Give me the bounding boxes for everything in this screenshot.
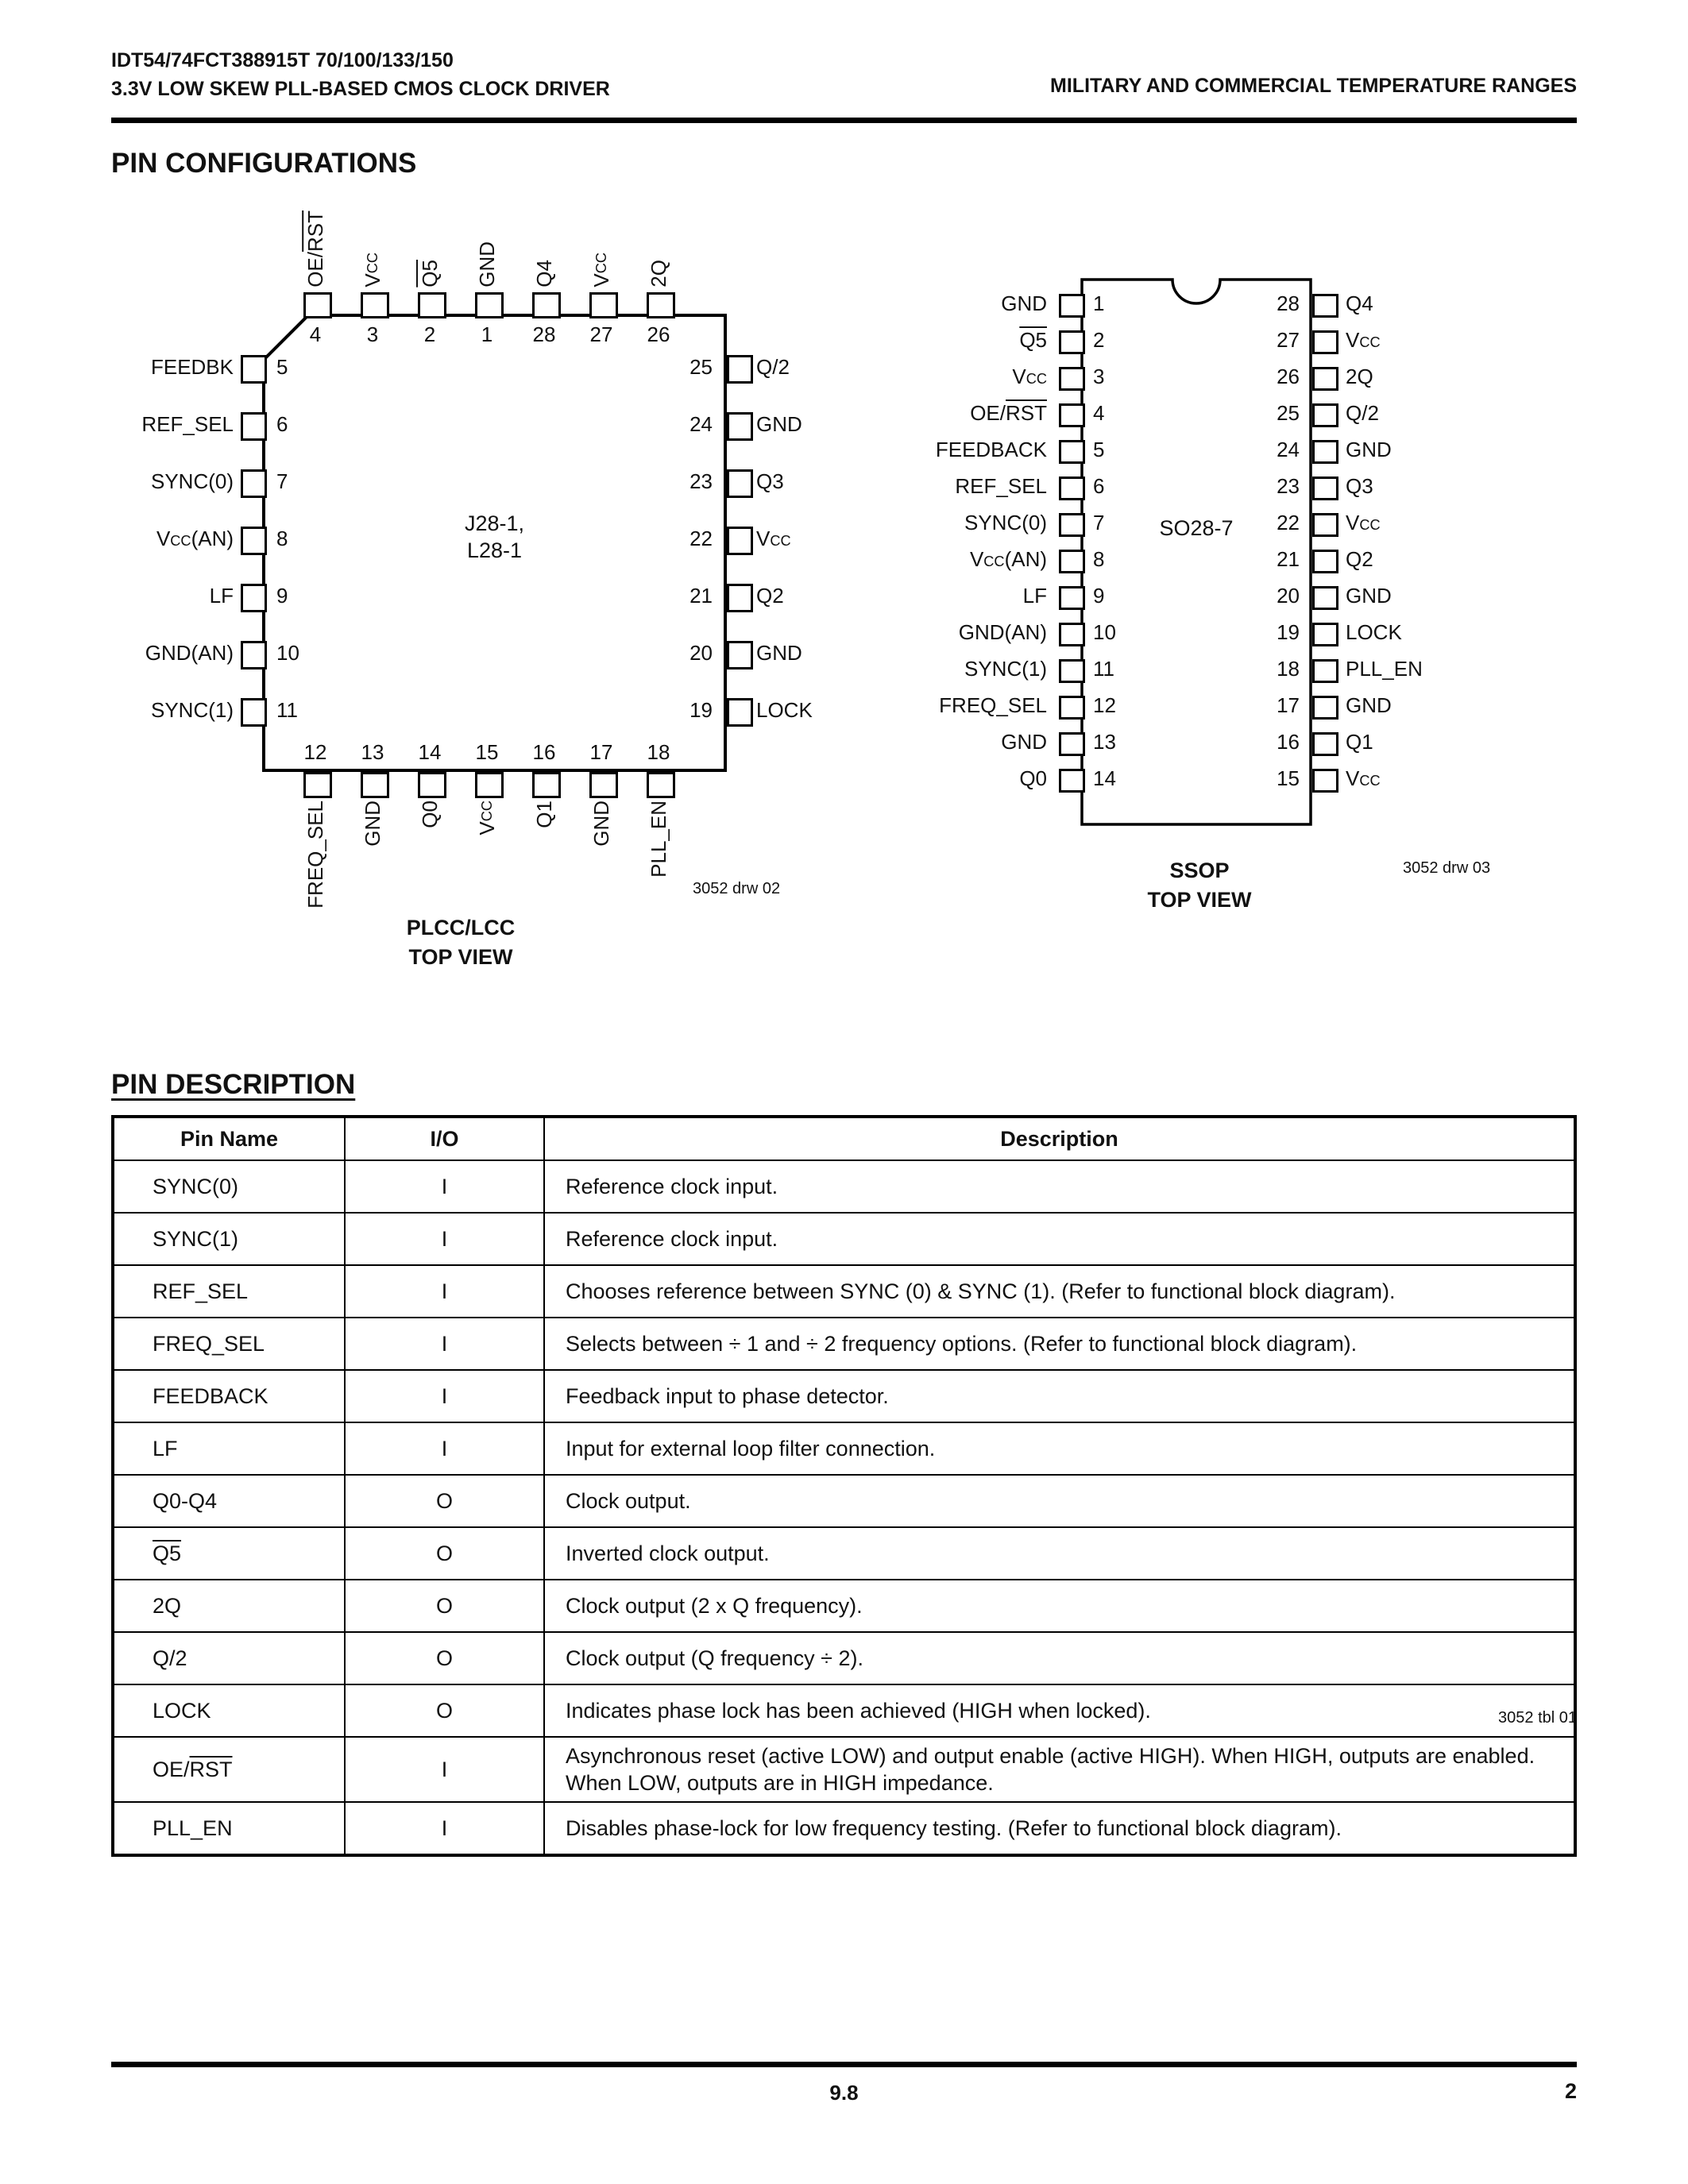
pin-stub [1059, 732, 1085, 756]
pin-io-cell: O [345, 1527, 544, 1580]
pin-label: FREQ_SEL [303, 801, 327, 909]
pin-io-cell: I [345, 1265, 544, 1318]
pin-stub [1312, 403, 1338, 427]
pin-label: Q0 [1019, 766, 1047, 790]
pin-stub [1059, 477, 1085, 500]
ssop-part-code: SO28-7 [1159, 516, 1234, 540]
pin-label: Q4 [1346, 291, 1373, 315]
pin-number: 23 [689, 469, 713, 493]
pin-io-cell: O [345, 1580, 544, 1632]
pin-stub [475, 772, 504, 798]
plcc-part-code-line1: J28-1, [464, 511, 525, 535]
pin-stub [727, 355, 753, 384]
pin-stub [1312, 513, 1338, 537]
pin-stub [1059, 367, 1085, 391]
pin-io-cell: I [345, 1737, 544, 1802]
pin-number: 24 [689, 412, 713, 436]
pin-number: 7 [276, 469, 288, 493]
pin-description-cell: Input for external loop filter connection. [544, 1422, 1575, 1475]
pin-label: GND [589, 801, 613, 847]
pin-label: GND [756, 641, 802, 665]
pin-number: 16 [1277, 730, 1300, 754]
pin-stub [241, 698, 267, 727]
pin-stub [241, 584, 267, 612]
pin-number: 5 [276, 355, 288, 379]
pin-stub [1312, 586, 1338, 610]
pin-number: 6 [276, 412, 288, 436]
pin-label: Q0 [418, 801, 442, 828]
pin-stub [241, 469, 267, 498]
pin-label: Q4 [532, 260, 556, 287]
pin-label: Q5 [418, 260, 442, 287]
pin-number: 26 [647, 322, 670, 346]
pin-label: REF_SEL [955, 474, 1047, 498]
pin-description-cell: Indicates phase lock has been achieved (HIGH when locked). [544, 1684, 1575, 1737]
plcc-part-code-line2: L28-1 [466, 538, 523, 562]
pin-number: 28 [532, 322, 556, 346]
header-rule [111, 118, 1577, 123]
pin-label: GND(AN) [145, 641, 234, 665]
pin-stub [361, 772, 389, 798]
pin-label: 2Q [1346, 365, 1373, 388]
pin-stub [1059, 769, 1085, 793]
pin-label: Q3 [756, 469, 784, 493]
pin-number: 14 [1093, 766, 1116, 790]
pin-label: OE/RST [303, 210, 327, 287]
ssop-caption [1100, 856, 1299, 915]
pin-stub [418, 292, 446, 318]
pin-number: 18 [1277, 657, 1300, 681]
pin-label: GND [1346, 438, 1392, 461]
pin-stub [1312, 623, 1338, 646]
pin-stub [1312, 477, 1338, 500]
pin-number: 5 [1093, 438, 1105, 461]
pin-label: FREQ_SEL [939, 693, 1047, 717]
pin-stub [1312, 440, 1338, 464]
pin-io-cell: I [345, 1160, 544, 1213]
pin-stub [589, 772, 618, 798]
pin-stub [1059, 440, 1085, 464]
pin-io-cell: O [345, 1475, 544, 1527]
pin-name-cell: LOCK [113, 1684, 345, 1737]
section-title-pin-description: PIN DESCRIPTION [111, 1069, 356, 1100]
pin-stub [1059, 586, 1085, 610]
pin-number: 19 [689, 698, 713, 722]
pin-number: 15 [475, 740, 499, 764]
pin-label: Q/2 [756, 355, 790, 379]
pin-number: 22 [689, 527, 713, 550]
pin-table-body [113, 1160, 1575, 1855]
table-row [113, 1580, 1575, 1632]
footer-rule [111, 2062, 1577, 2067]
pin-number: 24 [1277, 438, 1300, 461]
pin-label: LF [1022, 584, 1047, 608]
ssop-drawing-ref: 3052 drw 03 [1403, 859, 1491, 877]
plcc-package-name: PLCC/LCC [406, 916, 516, 940]
pin-number: 25 [1277, 401, 1300, 425]
pin-label: PLL_EN [647, 801, 670, 878]
plcc-drawing-ref: 3052 drw 02 [693, 880, 781, 897]
pin-label: LF [209, 584, 234, 608]
pin-number: 3 [1093, 365, 1105, 388]
table-row [113, 1265, 1575, 1318]
pin-label: GND [361, 801, 384, 847]
pin-number: 26 [1277, 365, 1300, 388]
pin-number: 27 [589, 322, 613, 346]
pin-number: 27 [1277, 328, 1300, 352]
pin-label: Q/2 [1346, 401, 1379, 425]
footer-page-number: 2 [1564, 2079, 1577, 2103]
pin-number: 2 [423, 322, 436, 346]
pin-name-cell: FREQ_SEL [113, 1318, 345, 1370]
pin-number: 8 [276, 527, 288, 550]
pin-name-cell: PLL_EN [113, 1802, 345, 1855]
pin-stub [241, 527, 267, 555]
pin-stub [241, 641, 267, 669]
pin-stub [532, 772, 561, 798]
pin-description-cell: Feedback input to phase detector. [544, 1370, 1575, 1422]
pin-label: SYNC(0) [964, 511, 1047, 534]
plcc-part-codes [361, 510, 628, 564]
pin-number: 1 [481, 322, 493, 346]
pin-name-cell: REF_SEL [113, 1265, 345, 1318]
pin-number: 25 [689, 355, 713, 379]
pin-label: LOCK [1346, 620, 1402, 644]
pin-number: 4 [1093, 401, 1105, 425]
pin-label: GND(AN) [958, 620, 1047, 644]
pin-description-cell: Chooses reference between SYNC (0) & SYNC (1). (Refer to functional block diagram). [544, 1265, 1575, 1318]
pin-io-cell: I [345, 1422, 544, 1475]
pin-label: SYNC(1) [150, 698, 234, 722]
table-row [113, 1370, 1575, 1422]
pin-label: $OE/\overline{RST}$ [970, 401, 1047, 425]
pin-label: GND [1001, 291, 1047, 315]
pin-io-cell: O [345, 1684, 544, 1737]
doc-subtitle: 3.3V LOW SKEW PLL-BASED CMOS CLOCK DRIVER [111, 78, 610, 100]
pin-stub [1059, 696, 1085, 720]
pin-stub [303, 772, 332, 798]
pin-stub [647, 772, 675, 798]
pin-label: VCC(AN) [156, 527, 234, 550]
pin-stub [589, 292, 618, 318]
pin-label: PLL_EN [1346, 657, 1423, 681]
plcc-caption [334, 913, 588, 972]
pin-number: 18 [647, 740, 670, 764]
pin-description-cell: Clock output. [544, 1475, 1575, 1527]
pin-stub [361, 292, 389, 318]
pin-number: 21 [1277, 547, 1300, 571]
pin-label: VCC [1346, 766, 1381, 790]
pin-number: 28 [1277, 291, 1300, 315]
pin-number: 11 [1093, 657, 1114, 681]
pin-name-cell: 2Q [113, 1580, 345, 1632]
pin-name-cell: Q5 [113, 1527, 345, 1580]
pin-number: 11 [276, 698, 298, 722]
pin-stub [1059, 330, 1085, 354]
pin-stub [532, 292, 561, 318]
pin-stub [1312, 732, 1338, 756]
pin-description-cell: Reference clock input. [544, 1213, 1575, 1265]
pin-number: 10 [276, 641, 299, 665]
pin-description-table [111, 1115, 1577, 1857]
pin-stub [727, 641, 753, 669]
pin-label: GND [1001, 730, 1047, 754]
pin-number: 17 [1277, 693, 1300, 717]
table-row [113, 1737, 1575, 1802]
pin-stub [1312, 367, 1338, 391]
pin-label: 2Q [647, 260, 670, 287]
table-row [113, 1527, 1575, 1580]
pin-number: 10 [1093, 620, 1116, 644]
pin-number: 3 [366, 322, 379, 346]
pin-name-cell: $OE/\overline{RST}$ [113, 1737, 345, 1802]
pin-label: LOCK [756, 698, 813, 722]
pin-label: SYNC(0) [150, 469, 234, 493]
pin-label: Q5 [1019, 328, 1047, 352]
pin-description-cell: Clock output (Q frequency ÷ 2). [544, 1632, 1575, 1684]
col-header-pin-name: Pin Name [113, 1117, 345, 1160]
pin-stub [1059, 623, 1085, 646]
pin-number: 1 [1093, 291, 1105, 315]
pin-stub [303, 292, 332, 318]
pin-io-cell: I [345, 1318, 544, 1370]
pin-io-cell: O [345, 1632, 544, 1684]
ssop-package-name: SSOP [1169, 859, 1230, 882]
col-header-description: Description [544, 1117, 1575, 1160]
pin-name-cell: Q/2 [113, 1632, 345, 1684]
pin-stub [241, 355, 267, 384]
pin-stub [1312, 696, 1338, 720]
pin-description-cell: Reference clock input. [544, 1160, 1575, 1213]
pin-stub [1312, 550, 1338, 573]
pin-number: 15 [1277, 766, 1300, 790]
pin-stub [1059, 659, 1085, 683]
pin-label: Q1 [1346, 730, 1373, 754]
pin-stub [727, 469, 753, 498]
pin-number: 23 [1277, 474, 1300, 498]
pin-label: Q1 [532, 801, 556, 828]
pin-stub [647, 292, 675, 318]
pin-number: 12 [303, 740, 327, 764]
doc-header [111, 46, 610, 103]
table-row [113, 1632, 1575, 1684]
pin-stub [1312, 769, 1338, 793]
pin-number: 9 [276, 584, 288, 608]
pin-stub [727, 698, 753, 727]
pin-number: 2 [1093, 328, 1105, 352]
pin-label: VCC [1346, 511, 1381, 534]
pin-description-cell: Asynchronous reset (active LOW) and output enable (active HIGH). When HIGH, outputs are enabled. When LOW, outputs are in HIGH impedance. [544, 1737, 1575, 1802]
pin-label: VCC [475, 801, 499, 835]
pin-stub [727, 527, 753, 555]
pin-stub [727, 412, 753, 441]
pin-label: VCC [589, 253, 613, 287]
pin-label: VCC [1346, 328, 1381, 352]
pin-label: VCC [756, 527, 791, 550]
pin-number: 12 [1093, 693, 1116, 717]
pin-io-cell: I [345, 1802, 544, 1855]
pin-label: REF_SEL [141, 412, 234, 436]
pin-label: GND [1346, 584, 1392, 608]
pin-label: SYNC(1) [964, 657, 1047, 681]
table-row [113, 1318, 1575, 1370]
pin-number: 13 [1093, 730, 1116, 754]
pin-name-cell: SYNC(1) [113, 1213, 345, 1265]
pin-number: 9 [1093, 584, 1105, 608]
pin-number: 6 [1093, 474, 1105, 498]
ssop-top-view-label: TOP VIEW [1147, 888, 1252, 912]
pin-stub [1312, 294, 1338, 318]
table-row [113, 1213, 1575, 1265]
pin-stub [727, 584, 753, 612]
pin-stub [418, 772, 446, 798]
pin-number: 14 [418, 740, 442, 764]
pin-stub [475, 292, 504, 318]
pin-description-cell: Inverted clock output. [544, 1527, 1575, 1580]
pin-label: Q3 [1346, 474, 1373, 498]
pin-description-cell: Clock output (2 x Q frequency). [544, 1580, 1575, 1632]
pin-stub [241, 412, 267, 441]
pin-io-cell: I [345, 1370, 544, 1422]
pin-name-cell: LF [113, 1422, 345, 1475]
table-row [113, 1475, 1575, 1527]
pin-stub [1312, 659, 1338, 683]
pin-description-cell: Disables phase-lock for low frequency testing. (Refer to functional block diagram). [544, 1802, 1575, 1855]
pin-label: VCC(AN) [969, 547, 1047, 571]
pin-name-cell: SYNC(0) [113, 1160, 345, 1213]
pin-label: Q2 [756, 584, 784, 608]
plcc-top-view-label: TOP VIEW [408, 945, 513, 969]
footer-section-number: 9.8 [829, 2081, 859, 2105]
table-row [113, 1160, 1575, 1213]
pin-label: GND [475, 241, 499, 287]
pin-number: 20 [1277, 584, 1300, 608]
pin-number: 16 [532, 740, 556, 764]
col-header-io: I/O [345, 1117, 544, 1160]
temperature-range-label: MILITARY AND COMMERCIAL TEMPERATURE RANGES [1050, 75, 1577, 97]
pin-label: GND [756, 412, 802, 436]
pin-label: VCC [1012, 365, 1047, 388]
pin-number: 13 [361, 740, 384, 764]
pin-label: FEEDBK [150, 355, 234, 379]
part-number: IDT54/74FCT388915T 70/100/133/150 [111, 49, 454, 71]
pin-number: 8 [1093, 547, 1105, 571]
table-row [113, 1802, 1575, 1855]
section-title-pin-configurations: PIN CONFIGURATIONS [111, 148, 417, 179]
pin-number: 20 [689, 641, 713, 665]
pin-stub [1312, 330, 1338, 354]
pin-io-cell: I [345, 1213, 544, 1265]
pin-name-cell: Q0-Q4 [113, 1475, 345, 1527]
pin-label: GND [1346, 693, 1392, 717]
pin-stub [1059, 550, 1085, 573]
pin-number: 17 [589, 740, 613, 764]
pin-description-cell: Selects between ÷ 1 and ÷ 2 frequency options. (Refer to functional block diagram). [544, 1318, 1575, 1370]
pin-label: Q2 [1346, 547, 1373, 571]
pin-stub [1059, 294, 1085, 318]
pin-number: 21 [689, 584, 713, 608]
pin-label: VCC [361, 253, 384, 287]
pin-number: 22 [1277, 511, 1300, 534]
table-header-row [113, 1117, 1575, 1160]
pin-name-cell: FEEDBACK [113, 1370, 345, 1422]
pin-number: 7 [1093, 511, 1105, 534]
table-ref: 3052 tbl 01 [1498, 1709, 1577, 1727]
pin-stub [1059, 403, 1085, 427]
table-row [113, 1422, 1575, 1475]
pin-number: 19 [1277, 620, 1300, 644]
pin-label: FEEDBACK [935, 438, 1047, 461]
pin-number: 4 [309, 322, 322, 346]
table-row [113, 1684, 1575, 1737]
